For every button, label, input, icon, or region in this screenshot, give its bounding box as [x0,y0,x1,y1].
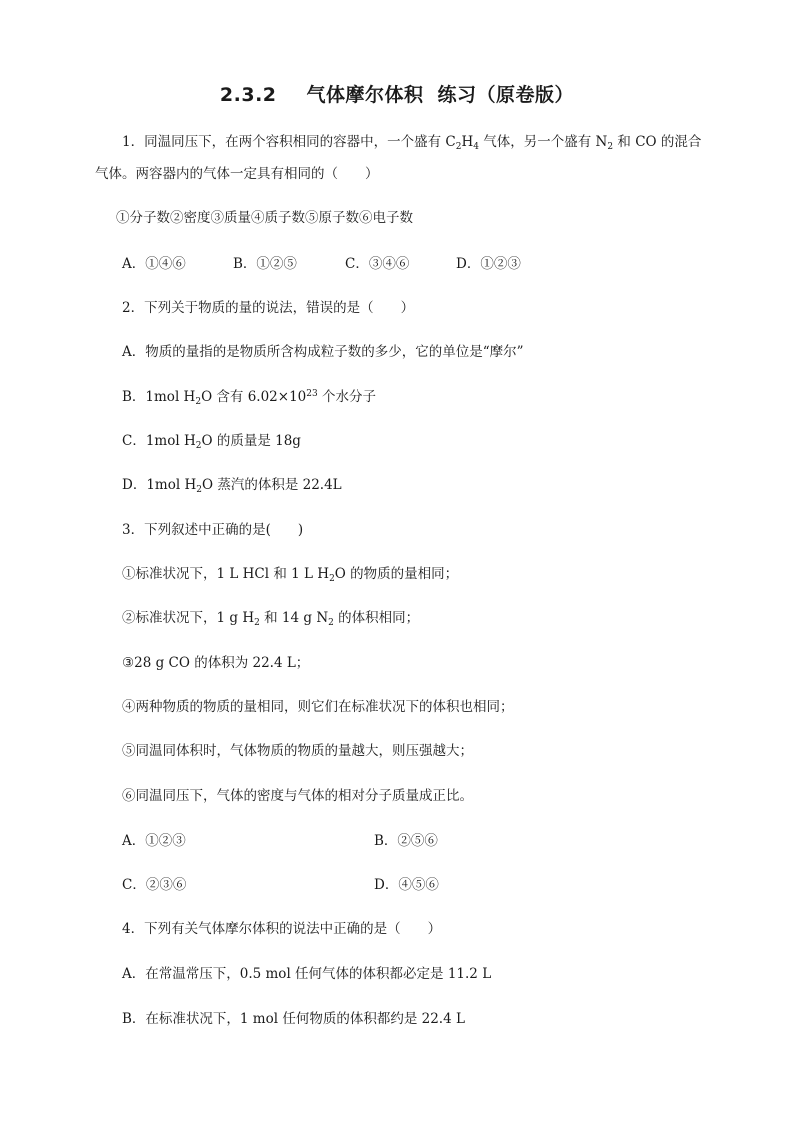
q1-option-a[interactable]: A．①④⑥ [122,256,186,272]
q3-statement-4: ④两种物质的物质的量相同，则它们在标准状况下的体积也相同； [122,699,514,715]
section-number: 2.3.2 [219,84,277,106]
q1-stem-line1: 1．同温同压下，在两个容积相同的容器中，一个盛有 $C_2H_4$ 气体，另一个盛有 $N_2$ 和 CO 的混合 [122,134,702,152]
q1-option-b[interactable]: B．①②⑤ [233,256,297,272]
q3-option-a[interactable]: A．①②③ [122,833,186,849]
q4-option-b[interactable]: B．在标准状况下，1 mol 任何物质的体积都约是 22.4 L [122,1011,465,1027]
q3-statement-5: ⑤同温同体积时，气体物质的物质的量越大，则压强越大； [122,743,473,759]
page-title [0,80,794,107]
q3-option-c[interactable]: C．②③⑥ [122,877,187,893]
q3-option-b[interactable]: B．②⑤⑥ [374,833,438,849]
q3-statement-1: ①标准状况下，1 L HCl 和 1 L $H_2O$ 的物质的量相同； [122,566,459,584]
q3-statement-3: ③28 g CO 的体积为 22.4 L； [122,655,310,671]
q2-option-d[interactable]: D．1mol $H_2O$ 蒸汽的体积是 22.4L [122,477,342,495]
q3-stem: 3．下列叙述中正确的是( ) [122,522,304,538]
q2-stem: 2．下列关于物质的量的说法，错误的是（ ） [122,300,415,316]
title-main: 气体摩尔体积 [306,84,424,106]
q2-option-c[interactable]: C．1mol $H_2O$ 的质量是 18g [122,433,301,451]
q1-items: ①分子数②密度③质量④质子数⑤原子数⑥电子数 [116,210,413,226]
q4-option-a[interactable]: A．在常温常压下，0.5 mol 任何气体的体积都必定是 11.2 L [122,966,492,982]
q3-statement-6: ⑥同温同压下，气体的密度与气体的相对分子质量成正比。 [122,788,473,804]
title-suffix: 练习（原卷版） [437,84,575,106]
q1-option-d[interactable]: D．①②③ [456,256,521,272]
q2-option-a[interactable]: A．物质的量指的是物质所含构成粒子数的多少，它的单位是“摩尔” [122,344,524,360]
q1-stem-line2: 气体。两容器内的气体一定具有相同的（ ） [95,166,379,182]
q1-option-c[interactable]: C．③④⑥ [345,256,410,272]
q3-option-d[interactable]: D．④⑤⑥ [374,877,439,893]
q4-stem: 4．下列有关气体摩尔体积的说法中正确的是（ ） [122,921,442,937]
q2-option-b[interactable]: B．1mol $H_2O$ 含有 $6.02\times 10^{23}$ 个水分子 [122,389,377,407]
q3-statement-2: ②标准状况下，1 g $H_2$ 和 14 g $N_2$ 的体积相同； [122,610,420,628]
